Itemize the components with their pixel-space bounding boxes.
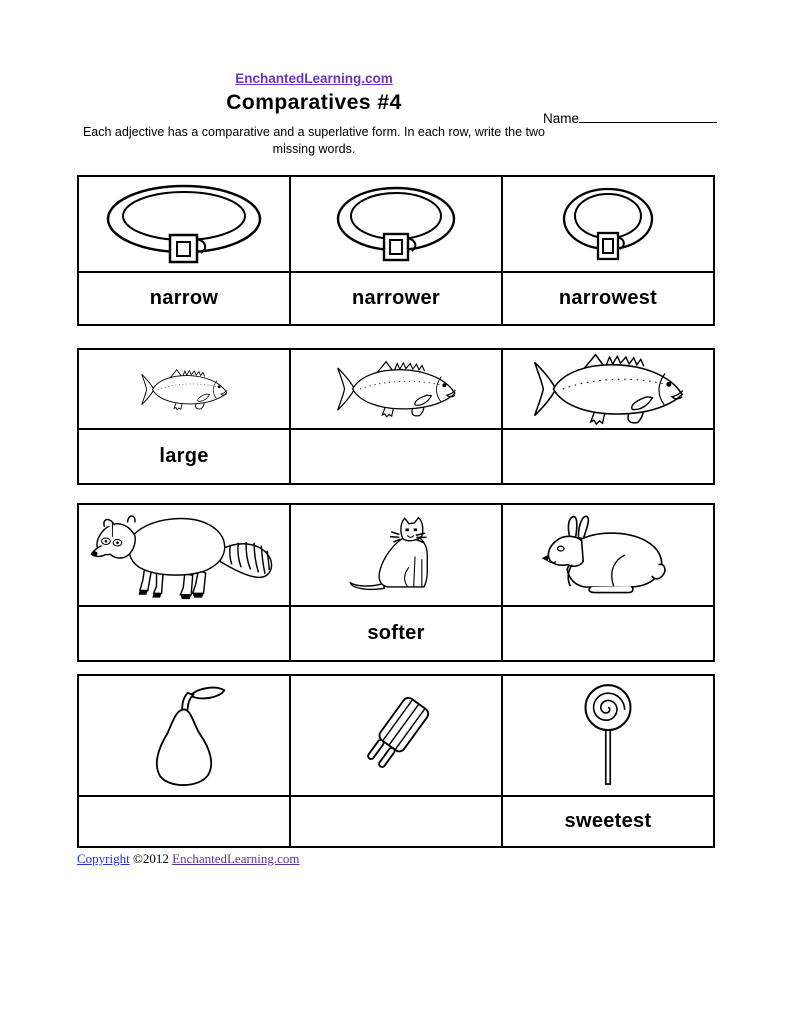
adjective-word: narrower — [352, 287, 440, 309]
word-cell — [502, 272, 714, 325]
copyright-link[interactable]: Copyright — [77, 851, 130, 866]
adjective-word: large — [159, 445, 209, 467]
word-cell — [502, 796, 714, 847]
lollipop-image — [581, 682, 635, 789]
image-cell — [502, 349, 714, 429]
image-cell — [78, 675, 290, 796]
instructions-line1: Each adjective has a comparative and a superlative form. In each row, write the two — [82, 125, 546, 139]
narrowest-collar-image — [561, 186, 655, 262]
adjective-word: narrowest — [558, 287, 658, 309]
largest-fish-image — [530, 350, 686, 428]
image-cell — [290, 675, 502, 796]
word-cell — [78, 429, 290, 484]
image-cell — [290, 176, 502, 272]
rabbit-image — [540, 515, 676, 595]
instructions-line2: missing words. — [272, 142, 356, 156]
raccoon-image — [90, 505, 278, 605]
comparison-table-narrow — [77, 175, 715, 326]
pear-image — [138, 682, 230, 790]
word-cell — [502, 606, 714, 661]
image-cell — [290, 504, 502, 606]
twin-popsicle-image — [345, 684, 447, 788]
name-blank-line — [579, 109, 717, 123]
image-cell — [502, 675, 714, 796]
adjective-word: narrow — [149, 287, 219, 309]
narrower-collar-image — [335, 185, 457, 263]
word-cell — [290, 429, 502, 484]
word-cell — [78, 606, 290, 661]
image-cell — [502, 176, 714, 272]
image-cell — [78, 504, 290, 606]
larger-fish-image — [334, 358, 458, 420]
adjective-word: softer — [367, 622, 425, 644]
comparison-table-soft — [77, 503, 715, 662]
word-cell — [290, 272, 502, 325]
word-cell — [502, 429, 714, 484]
adjective-word: sweetest — [564, 810, 652, 832]
wide-collar-image — [104, 183, 264, 265]
header — [0, 70, 628, 88]
comparison-table-large — [77, 348, 715, 485]
image-cell — [78, 176, 290, 272]
image-cell — [290, 349, 502, 429]
footer-site-link[interactable]: EnchantedLearning.com — [172, 851, 300, 866]
word-cell — [78, 796, 290, 847]
word-cell — [78, 272, 290, 325]
comparison-table-sweet — [77, 674, 715, 848]
small-fish-image — [139, 367, 229, 412]
word-cell — [290, 606, 502, 661]
cat-image — [345, 513, 447, 597]
footer — [77, 851, 300, 867]
name-label: Name — [543, 111, 580, 126]
image-cell — [502, 504, 714, 606]
site-link[interactable]: EnchantedLearning.com — [235, 71, 393, 86]
instructions — [0, 124, 628, 158]
page-title: Comparatives #4 — [226, 91, 402, 114]
image-cell — [78, 349, 290, 429]
copyright-year: ©2012 — [132, 851, 169, 866]
word-cell — [290, 796, 502, 847]
